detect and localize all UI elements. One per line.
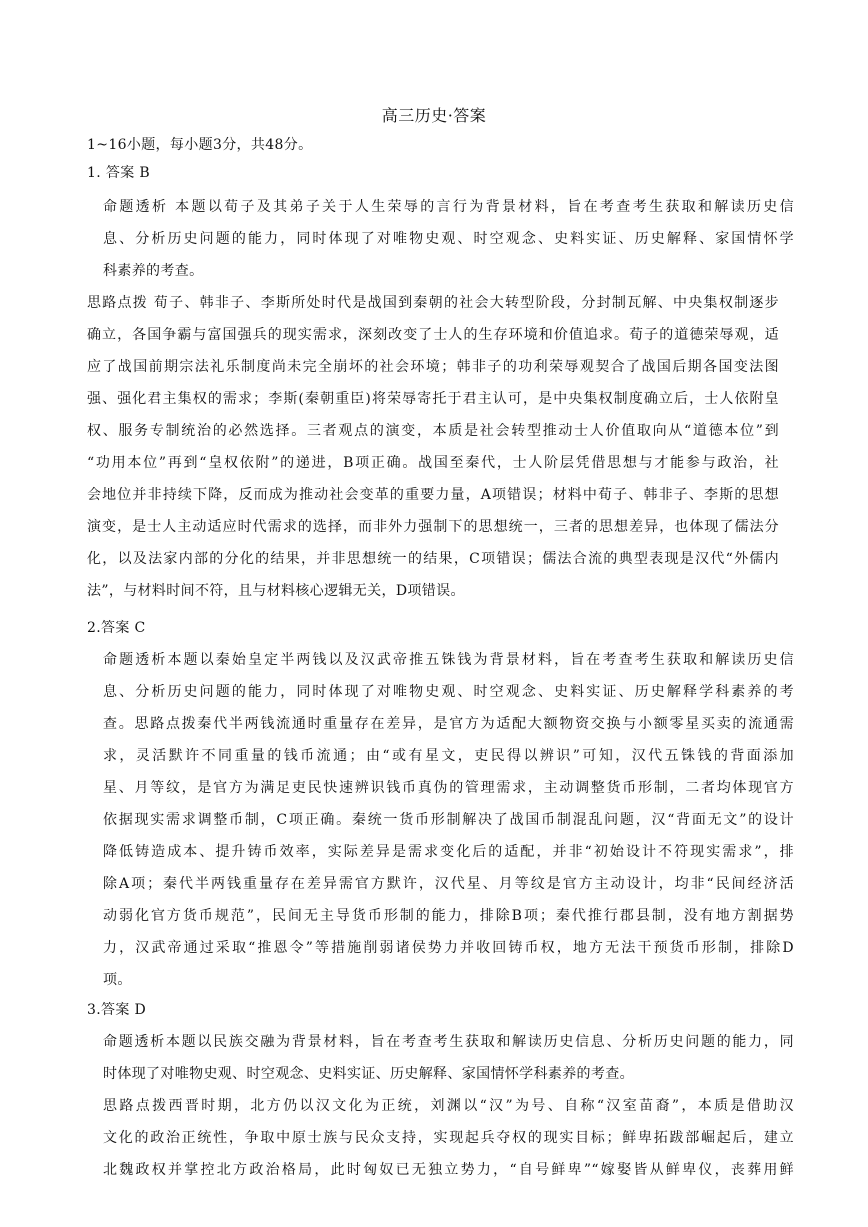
q1-analysis-line: 息、分析历史问题的能力，同时体现了对唯物史观、时空观念、史料实证、历史解释、家国情怀学 xyxy=(103,231,794,247)
q3-thinking-line: 文化的政治正统性，争取中原士族与民众支持，实现起兵夺权的现实目标；鲜卑拓跋部崛起后，建立 xyxy=(103,1130,794,1146)
q1-thinking-line: 应了战国前期宗法礼乐制度尚未完全崩坏的社会环境；韩非子的功利荣辱观契合了战国后期各国变法图 xyxy=(87,359,779,375)
q2-line: 依据现实需求调整币制，C项正确。秦统一货币形制解决了战国币制混乱问题，汉“背面无文”的设计 xyxy=(103,812,794,828)
q2-answer: 2.答案 C xyxy=(87,620,146,636)
q2-line: 求，灵活默许不同重量的钱币流通；由“或有星文，吏民得以辨识”可知，汉代五铢钱的背面添加 xyxy=(103,748,794,764)
q2-line: 息、分析历史问题的能力，同时体现了对唯物史观、时空观念、史料实证、历史解释学科素养的考 xyxy=(103,684,794,700)
q3-answer: 3.答案 D xyxy=(87,1002,147,1018)
q2-line: 动弱化官方货币规范”，民间无主导货币形制的能力，排除B项；秦代推行郡县制，没有地方割据势 xyxy=(103,908,794,924)
q2-line: 查。思路点拨秦代半两钱流通时重量存在差异，是官方为适配大额物资交换与小额零星买卖的流通需 xyxy=(103,716,794,732)
q1-analysis-line: 命题透析 本题以荀子及其弟子关于人生荣辱的言行为背景材料，旨在考查考生获取和解读历史信 xyxy=(103,199,794,215)
q1-thinking-line: 思路点拨 荀子、韩非子、李斯所处时代是战国到秦朝的社会大转型阶段，分封制瓦解、中央集权制逐步 xyxy=(87,295,779,311)
q1-thinking-line: “功用本位”再到“皇权依附”的递进，B项正确。战国至秦代，士人阶层凭借思想与才能参与政治，社 xyxy=(87,455,779,471)
q2-line: 降低铸造成本、提升铸币效率，实际差异是需求变化后的适配，并非“初始设计不符现实需求”，排 xyxy=(103,844,794,860)
intro-line: 1~16小题，每小题3分，共48分。 xyxy=(87,137,313,153)
q3-analysis-line: 命题透析本题以民族交融为背景材料，旨在考查考生获取和解读历史信息、分析历史问题的能力，同 xyxy=(103,1034,794,1050)
q3-analysis-line: 时体现了对唯物史观、时空观念、史料实证、历史解释、家国情怀学科素养的考查。 xyxy=(103,1066,634,1082)
page-title: 高三历史·答案 xyxy=(381,106,487,125)
q1-thinking-line: 演变，是士人主动适应时代需求的选择，而非外力强制下的思想统一，三者的思想差异，也体现了儒法分 xyxy=(87,519,779,535)
q1-analysis-line: 科素养的考查。 xyxy=(103,263,204,279)
q2-line: 项。 xyxy=(103,972,132,988)
q1-thinking-line: 强、强化君主集权的需求；李斯(秦朝重臣)将荣辱寄托于君主认可，是中央集权制度确立后，士人依附皇 xyxy=(87,391,779,407)
q1-thinking-line: 化，以及法家内部的分化的结果，并非思想统一的结果，C项错误；儒法合流的典型表现是汉代“外儒内 xyxy=(87,551,779,567)
q1-answer: 1. 答案 B xyxy=(87,165,150,181)
q2-line: 星、月等纹，是官方为满足吏民快速辨识钱币真伪的管理需求，主动调整货币形制，二者均体现官方 xyxy=(103,780,794,796)
q1-thinking-line: 确立，各国争霸与富国强兵的现实需求，深刻改变了士人的生存环境和价值追求。荀子的道德荣辱观，适 xyxy=(87,327,779,343)
q1-thinking-line: 会地位并非持续下降，反而成为推动社会变革的重要力量，A项错误；材料中荀子、韩非子、李斯的思想 xyxy=(87,487,779,503)
q2-line: 力，汉武帝通过采取“推恩令”等措施削弱诸侯势力并收回铸币权，地方无法干预货币形制，排除D xyxy=(103,940,794,956)
q1-thinking-line: 权、服务专制统治的必然选择。三者观点的演变，本质是社会转型推动士人价值取向从“道德本位”到 xyxy=(87,423,779,439)
q2-line: 命题透析本题以秦始皇定半两钱以及汉武帝推五铢钱为背景材料，旨在考查考生获取和解读历史信 xyxy=(103,652,794,668)
q2-line: 除A项；秦代半两钱重量存在差异需官方默许，汉代星、月等纹是官方主动设计，均非“民间经济活 xyxy=(103,876,794,892)
q3-thinking-line: 思路点拨西晋时期，北方仍以汉文化为正统，刘渊以“汉”为号、自称“汉室苗裔”，本质是借助汉 xyxy=(103,1098,794,1114)
q1-thinking-line: 法”，与材料时间不符，且与材料核心逻辑无关，D项错误。 xyxy=(87,583,465,599)
q3-thinking-line: 北魏政权并掌控北方政治格局，此时匈奴已无独立势力，“自号鲜卑”“嫁娶皆从鲜卑仪，丧葬用鲜 xyxy=(103,1162,794,1178)
